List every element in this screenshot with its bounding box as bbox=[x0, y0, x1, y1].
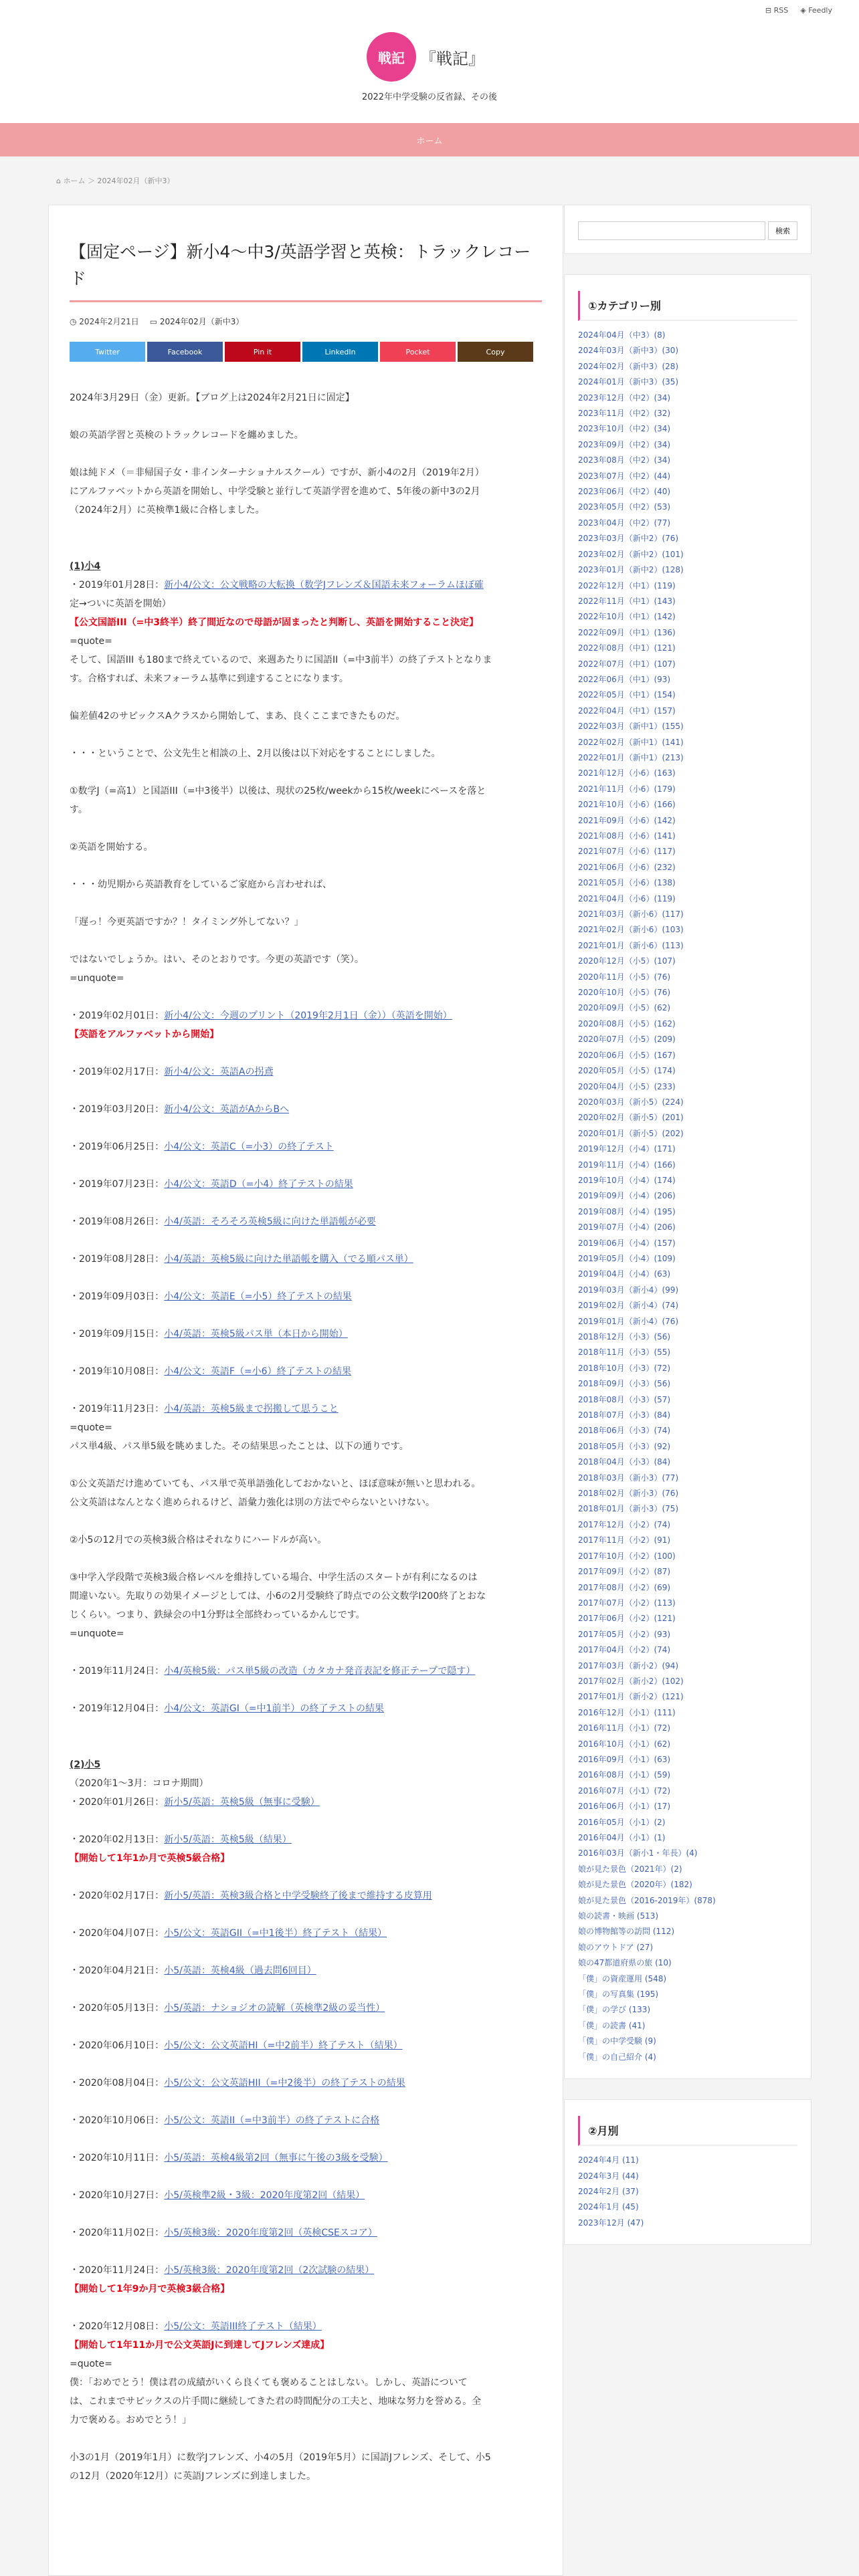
top-utility-bar bbox=[0, 0, 859, 20]
post-text-line bbox=[70, 819, 542, 838]
post-link-line[interactable]: ・2020年12月08日：小5/公文：英語III終了テスト（結果） bbox=[70, 2321, 322, 2332]
post-text-line bbox=[70, 2298, 542, 2317]
category-item[interactable]: 2017年10月（小2）(100) bbox=[578, 1551, 676, 1561]
post-text-line: 僕：「おめでとう！僕は君の成績がいくら良くても褒めることはしない。しかし、英語について bbox=[70, 2377, 468, 2388]
share-buttons bbox=[70, 342, 542, 362]
post-text-line: 【開始して1年1か月で英検5級合格】 bbox=[70, 1853, 230, 1864]
monthly-list bbox=[578, 2153, 797, 2231]
category-item[interactable]: 2023年02月（新中2）(101) bbox=[578, 549, 684, 559]
category-item[interactable]: 2022年08月（中1）(121) bbox=[578, 643, 676, 653]
category-item[interactable]: 2021年06月（小6）(232) bbox=[578, 862, 676, 872]
category-item[interactable]: 2020年03月（新小5）(224) bbox=[578, 1097, 684, 1107]
post-text-line bbox=[70, 894, 542, 913]
category-item[interactable]: 2022年11月（中1）(143) bbox=[578, 596, 676, 606]
post-text-line: =quote= bbox=[70, 2359, 112, 2369]
post-link-line[interactable]: ・2020年08月04日：小5/公文：公文英語HII（=中2後半）の終了テストの結果 bbox=[70, 2078, 405, 2088]
search-button[interactable]: 検索 bbox=[768, 221, 797, 240]
post-text-line bbox=[70, 1980, 542, 1999]
monthly-item[interactable]: 2024年3月 (44) bbox=[578, 2171, 639, 2181]
category-item[interactable]: 「僕」の写真集 (195) bbox=[578, 1990, 659, 2000]
post-text-line: にアルファベットから英語を開始し、中学受験と並行して英語学習を進めて、5年後の新中3の2月 bbox=[70, 486, 480, 497]
category-item[interactable]: 2020年04月（小5）(233) bbox=[578, 1081, 676, 1091]
post-text-line: パス単4級、パス単5級を眺めました。その結果思ったことは、以下の通りです。 bbox=[70, 1441, 409, 1452]
category-item[interactable]: 2022年12月（中1）(119) bbox=[578, 580, 676, 591]
post-text-line: 【開始して1年11か月で公文英語Jに到達してJフレンズ達成】 bbox=[70, 2340, 330, 2351]
category-item[interactable]: 2021年01月（新小6）(113) bbox=[578, 940, 684, 950]
post-link-line[interactable]: ・2020年10月11日：小5/英語：英検4級第2回（無事に午後の3級を受験） bbox=[70, 2153, 388, 2163]
category-item[interactable]: 2023年07月（中2）(44) bbox=[578, 471, 671, 481]
post-text-line bbox=[70, 1868, 542, 1887]
category-item[interactable]: 2021年03月（新小6）(117) bbox=[578, 909, 684, 920]
post-text-line bbox=[70, 2018, 542, 2036]
post-text-line bbox=[70, 1812, 542, 1830]
category-item[interactable]: 2016年06月（小1）(17) bbox=[578, 1802, 671, 1812]
post-text-line bbox=[70, 1269, 542, 1287]
post-text-line: 定→ついに英語を開始） bbox=[70, 599, 171, 609]
article-main bbox=[48, 205, 563, 2576]
post-text-line: 2024年3月29日（金）更新。【ブログ上は2024年2月21日に固定】 bbox=[70, 393, 355, 403]
category-item[interactable]: 2022年09月（中1）(136) bbox=[578, 627, 676, 637]
post-text-line: (2)小5 bbox=[70, 1759, 101, 1770]
search-widget bbox=[564, 205, 812, 254]
post-text-line bbox=[70, 1681, 542, 1699]
category-item[interactable]: 2019年01月（新小4）(76) bbox=[578, 1316, 679, 1326]
category-item[interactable]: 2023年09月（中2）(34) bbox=[578, 439, 671, 449]
category-item[interactable]: 2020年11月（小5）(76) bbox=[578, 972, 671, 982]
category-item[interactable]: 2019年04月（小4）(63) bbox=[578, 1269, 671, 1279]
post-text-line: 「遅っ！今更英語ですか？！タイミング外してない？」 bbox=[70, 917, 304, 928]
category-item[interactable]: 2024年04月（中3）(8) bbox=[578, 330, 666, 340]
post-text-line bbox=[70, 932, 542, 950]
category-item[interactable]: 2020年02月（新小5）(201) bbox=[578, 1113, 684, 1123]
post-text-line: 【公文国語III（=中3終半）終了間近なので母語が固まったと判断し、英語を開始すること決定】 bbox=[70, 617, 479, 628]
category-item[interactable]: 2022年02月（新中1）(141) bbox=[578, 737, 684, 747]
post-link-line[interactable]: ・2020年02月17日：新小5/英語：英検3級合格と中学受験終了後まで維持する皮算用 bbox=[70, 1891, 432, 1901]
category-item[interactable]: 2024年01月（新中3）(35) bbox=[578, 377, 679, 387]
category-item[interactable]: 2023年03月（新中2）(76) bbox=[578, 534, 679, 544]
post-text-line bbox=[70, 1231, 542, 1250]
post-text-line: じくらい。つまり、鉄緑会の中1分野は全部終わっているかんじです。 bbox=[70, 1610, 365, 1620]
category-item[interactable]: 2021年11月（小6）(179) bbox=[578, 784, 676, 794]
category-item[interactable]: 「僕」の資産運用 (548) bbox=[578, 1973, 667, 1983]
post-text-line bbox=[70, 1456, 542, 1475]
sidebar bbox=[564, 205, 812, 2265]
post-text-line bbox=[70, 2205, 542, 2224]
post-date: ◷ 2024年2月21日 bbox=[70, 317, 139, 326]
category-item[interactable]: 2016年09月（小1）(63) bbox=[578, 1754, 671, 1764]
post-text-line: ②小5の12月での英検3級合格はそれなりにハードルが高い。 bbox=[70, 1535, 327, 1545]
monthly-item[interactable]: 2024年4月 (11) bbox=[578, 2155, 639, 2165]
category-item[interactable]: 2019年03月（新小4）(99) bbox=[578, 1285, 679, 1295]
post-link-line[interactable]: ・2020年04月07日：小5/公文：英語GII（=中1後半）終了テスト（結果） bbox=[70, 1928, 387, 1939]
post-text-line: 公文英語はなんとなく進められるけど、語彙力強化は別の方法でやらないといけない。 bbox=[70, 1497, 435, 1508]
post-meta bbox=[70, 316, 542, 327]
post-link-line[interactable]: ・2019年06月25日：小4/公文：英語C（=小3）の終了テスト bbox=[70, 1142, 334, 1152]
category-item[interactable]: 2017年08月（小2）(69) bbox=[578, 1582, 671, 1592]
category-item[interactable]: 2016年05月（小1）(2) bbox=[578, 1817, 666, 1827]
share-linkedin-button[interactable]: LinkedIn bbox=[302, 342, 378, 362]
post-text-line: す。 bbox=[70, 804, 88, 815]
category-item[interactable]: 2022年05月（中1）(154) bbox=[578, 690, 676, 700]
post-text-line bbox=[70, 1381, 542, 1400]
category-item[interactable]: 2016年12月（小1）(111) bbox=[578, 1707, 676, 1717]
share-twitter-button[interactable]: Twitter bbox=[70, 342, 145, 362]
category-item[interactable]: 2018年08月（小3）(57) bbox=[578, 1394, 671, 1404]
post-text-line bbox=[70, 1943, 542, 1961]
category-item[interactable]: 2019年05月（小4）(109) bbox=[578, 1253, 676, 1263]
post-text-line: ではないでしょうか。はい、そのとおりです。今更の英語です（笑）。 bbox=[70, 954, 364, 965]
category-item[interactable]: 2022年04月（中1）(157) bbox=[578, 706, 676, 716]
category-item[interactable]: 2019年07月（小4）(206) bbox=[578, 1222, 676, 1232]
category-item[interactable]: 2018年03月（新小3）(77) bbox=[578, 1473, 679, 1483]
category-item[interactable]: 2024年02月（新中3）(28) bbox=[578, 361, 679, 371]
post-text-line bbox=[70, 1344, 542, 1362]
category-widget-title: ①カテゴリー別 bbox=[578, 291, 797, 321]
post-text-line: ①数学J（=高1）と国語III（=中3後半）以後は、現状の25枚/weekから15枚/weekにペースを落と bbox=[70, 786, 486, 796]
share-pinterest-button[interactable]: Pin it bbox=[225, 342, 300, 362]
post-text-line: =unquote= bbox=[70, 973, 124, 984]
post-text-line: 小3の1月（2019年1月）に数学Jフレンズ、小4の5月（2019年5月）に国語Jフレンズ、そして、小5 bbox=[70, 2452, 491, 2463]
post-text-line: 娘の英語学習と英検のトラックレコードを纏めました。 bbox=[70, 430, 304, 441]
post-date-text: 2024年2月21日 bbox=[79, 317, 139, 326]
post-link-line[interactable]: ・2020年05月13日：小5/英語：ナショジオの読解（英検準2級の妥当性） bbox=[70, 2003, 385, 2014]
category-item[interactable]: 2017年12月（小2）(74) bbox=[578, 1519, 671, 1529]
post-link-line[interactable]: ・2020年10月27日：小5/英検準2級・3級：2020年度第2回（結果） bbox=[70, 2190, 365, 2201]
category-item[interactable]: 2023年01月（新中2）(128) bbox=[578, 565, 684, 575]
monthly-widget bbox=[564, 2099, 812, 2245]
category-item[interactable]: 2018年07月（小3）(84) bbox=[578, 1410, 671, 1420]
category-item[interactable]: 2021年07月（小6）(117) bbox=[578, 847, 676, 857]
breadcrumb[interactable]: ⌂ ホーム ＞ 2024年02月（新中3） bbox=[56, 177, 175, 185]
category-item[interactable]: 2020年07月（小5）(209) bbox=[578, 1035, 676, 1045]
category-item[interactable]: 2018年12月（小3）(56) bbox=[578, 1332, 671, 1341]
category-item[interactable]: 娘が見た景色（2016-2019年）(878) bbox=[578, 1895, 716, 1905]
category-item[interactable]: 2017年11月（小2）(91) bbox=[578, 1535, 671, 1545]
post-text-line bbox=[70, 445, 542, 463]
monthly-item[interactable]: 2024年2月 (37) bbox=[578, 2186, 639, 2196]
category-item[interactable]: 「僕」の学び (133) bbox=[578, 2005, 651, 2015]
post-link-line[interactable]: ・2019年01月28日：新小4/公文：公文戦略の大転換（数学Jフレンズ＆国語未来フォーラムほぼ確 bbox=[70, 580, 484, 591]
post-link-line[interactable]: ・2019年07月23日：小4/公文：英語D（=小4）終了テストの結果 bbox=[70, 1179, 353, 1190]
post-text-line: ②英語を開始する。 bbox=[70, 842, 153, 853]
post-link-line[interactable]: ・2020年11月24日：小5/英検3級：2020年度第2回（2次試験の結果） bbox=[70, 2265, 375, 2276]
post-link-line[interactable]: ・2020年01月26日：新小5/英語：英検5級（無事に受験） bbox=[70, 1797, 320, 1808]
post-text-line: =quote= bbox=[70, 1422, 112, 1433]
post-text-line bbox=[70, 1156, 542, 1175]
category-item[interactable]: 娘の読書・映画 (513) bbox=[578, 1911, 659, 1921]
post-text-line bbox=[70, 1643, 542, 1662]
category-item[interactable]: 2016年10月（小1）(62) bbox=[578, 1739, 671, 1749]
post-text-line bbox=[70, 1549, 542, 1568]
post-text-line bbox=[70, 2055, 542, 2074]
category-item[interactable]: 娘の47都道府県の旅 (10) bbox=[578, 1958, 672, 1968]
category-item[interactable]: 2017年07月（小2）(113) bbox=[578, 1598, 676, 1608]
post-text-line bbox=[70, 2130, 542, 2149]
post-text-line: 力で褒める。おめでとう！」 bbox=[70, 2415, 191, 2426]
category-item[interactable]: 2019年08月（小4）(195) bbox=[578, 1206, 676, 1216]
category-item[interactable]: 2022年01月（新中1）(213) bbox=[578, 752, 684, 762]
category-item[interactable]: 2023年06月（中2）(40) bbox=[578, 487, 671, 497]
post-text-line: (1)小4 bbox=[70, 561, 101, 572]
post-link-line[interactable]: ・2020年02月13日：新小5/英語：英検5級（結果） bbox=[70, 1834, 292, 1845]
category-item[interactable]: 2016年07月（小1）(72) bbox=[578, 1786, 671, 1796]
post-text-line bbox=[70, 1718, 542, 1737]
post-text-line: 【英語をアルファベットから開始】 bbox=[70, 1029, 219, 1040]
category-widget bbox=[564, 274, 812, 2079]
post-text-line bbox=[70, 1044, 542, 1063]
post-link-line[interactable]: ・2019年09月03日：小4/公文：英語E（=小5）終了テストの結果 bbox=[70, 1291, 352, 1302]
category-item[interactable]: 2023年05月（中2）(53) bbox=[578, 502, 671, 512]
category-item[interactable]: 2022年07月（中1）(107) bbox=[578, 659, 676, 669]
post-link-line[interactable]: ・2019年11月24日：小4/英検5級：パス単5級の改造（カタカナ発音表記を修正テープで隠す） bbox=[70, 1666, 476, 1677]
post-text-line bbox=[70, 1081, 542, 1100]
category-item[interactable]: 2018年01月（新小3）(75) bbox=[578, 1504, 679, 1514]
category-item[interactable]: 2017年05月（小2）(93) bbox=[578, 1629, 671, 1639]
post-text-line bbox=[70, 2092, 542, 2111]
category-item[interactable]: 2018年04月（小3）(84) bbox=[578, 1457, 671, 1467]
post-text-line: の12月（2020年12月）に英語Jフレンズに到達しました。 bbox=[70, 2471, 316, 2482]
category-item[interactable]: 2019年10月（小4）(174) bbox=[578, 1175, 676, 1185]
category-item[interactable]: 娘のアウトドア (27) bbox=[578, 1942, 654, 1952]
monthly-item[interactable]: 2024年1月 (45) bbox=[578, 2202, 639, 2212]
post-link-line[interactable]: ・2019年03月20日：新小4/公文：英語がAからBへ bbox=[70, 1104, 290, 1115]
category-item[interactable]: 2023年10月（中2）(34) bbox=[578, 424, 671, 434]
post-link-line[interactable]: ・・・幼児期から英語教育をしているご家庭から言わせれば、 bbox=[70, 879, 332, 890]
post-text-line bbox=[70, 1194, 542, 1212]
category-item[interactable]: 「僕」の自己紹介 (4) bbox=[578, 2052, 656, 2062]
post-text-line: す。合格すれば、未来フォーラム基準に到達することになります。 bbox=[70, 673, 349, 684]
rss-label: RSS bbox=[773, 5, 789, 15]
category-list bbox=[578, 328, 797, 2065]
category-item[interactable]: 2016年04月（小1）(1) bbox=[578, 1833, 666, 1842]
category-item[interactable]: 2023年04月（中2）(77) bbox=[578, 518, 671, 528]
post-text-line bbox=[70, 2430, 542, 2448]
category-item[interactable]: 2019年11月（小4）(166) bbox=[578, 1160, 676, 1170]
category-item[interactable]: 2022年06月（中1）(93) bbox=[578, 674, 671, 684]
category-item[interactable]: 2021年05月（小6）(138) bbox=[578, 878, 676, 888]
share-copy-button[interactable]: Copy bbox=[458, 342, 533, 362]
category-item[interactable]: 2018年10月（小3）(72) bbox=[578, 1363, 671, 1373]
category-item[interactable]: 2017年03月（新小2）(94) bbox=[578, 1660, 679, 1671]
post-text-line bbox=[70, 2167, 542, 2186]
post-link-line[interactable]: ・2019年02月17日：新小4/公文：英語Aの拐鳶 bbox=[70, 1067, 274, 1077]
rss-link[interactable]: ⊟ RSS bbox=[765, 5, 789, 15]
category-item[interactable]: 2016年03月（新小1・年長）(4) bbox=[578, 1848, 698, 1858]
post-link-line[interactable]: ・2019年12月04日：小4/公文：英語GI（=中1前半）の終了テストの結果 bbox=[70, 1703, 384, 1714]
post-text-line bbox=[70, 857, 542, 875]
post-link-line[interactable]: ・2020年11月02日：小5/英検3級：2020年度第2回（英検CSEスコア） bbox=[70, 2228, 377, 2238]
post-text-line bbox=[70, 2242, 542, 2261]
post-link-line[interactable]: ・2019年11月23日：小4/英語：英検5級まで拐搬して思うこと bbox=[70, 1404, 339, 1414]
category-item[interactable]: 2016年11月（小1）(72) bbox=[578, 1723, 671, 1733]
post-link-line[interactable]: ・2019年09月15日：小4/英語：英検5級パス単（本日から開始） bbox=[70, 1329, 348, 1339]
post-text-line: ③中学入学段階で英検3級合格レベルを維持している場合、中学生活のスタートが有利になるのは bbox=[70, 1572, 478, 1583]
category-item[interactable]: 2019年12月（小4）(171) bbox=[578, 1144, 676, 1154]
logo-emblem: 戦記 bbox=[367, 32, 416, 82]
category-item[interactable]: 2020年06月（小5）(167) bbox=[578, 1050, 676, 1060]
category-item[interactable]: 2020年10月（小5）(76) bbox=[578, 988, 671, 998]
feedly-label: Feedly bbox=[808, 5, 832, 15]
category-item[interactable]: 2018年11月（小3）(55) bbox=[578, 1348, 671, 1358]
post-text-line bbox=[70, 538, 542, 557]
category-item[interactable]: 2020年09月（小5）(62) bbox=[578, 1003, 671, 1013]
post-text-line bbox=[70, 1306, 542, 1325]
category-item[interactable]: 2021年10月（小6）(166) bbox=[578, 800, 676, 810]
category-item[interactable]: 2020年08月（小5）(162) bbox=[578, 1018, 676, 1029]
post-text-line: そして、国語III も180まで終えているので、来週あたりに国語II（=中3前半）の終了テストとなりま bbox=[70, 655, 492, 665]
category-item[interactable]: 2018年02月（新小3）(76) bbox=[578, 1489, 679, 1499]
post-link-line[interactable]: ・2020年10月06日：小5/公文：英語II（=中3前半）の終了テストに合格 bbox=[70, 2115, 380, 2126]
nav-home[interactable]: ホーム bbox=[416, 136, 443, 146]
post-text-line bbox=[70, 520, 542, 538]
post-text-line: 間違いない。先取りの効果イメージとしては、小6の2月受験終了時点での公文数学I200終了とおな bbox=[70, 1591, 486, 1602]
post-category-link[interactable]: 2024年02月（新中3） bbox=[159, 317, 244, 326]
category-item[interactable]: 娘の博物館等の訪問 (112) bbox=[578, 1927, 675, 1937]
category-item[interactable]: 2017年06月（小2）(121) bbox=[578, 1614, 676, 1624]
share-facebook-button[interactable]: Facebook bbox=[147, 342, 223, 362]
category-item[interactable]: 2017年01月（新小2）(121) bbox=[578, 1692, 684, 1702]
post-text-line bbox=[70, 988, 542, 1006]
post-text-line bbox=[70, 1512, 542, 1531]
category-item[interactable]: 2021年08月（小6）(141) bbox=[578, 831, 676, 841]
post-text-line bbox=[70, 1905, 542, 1924]
post-text-line: =unquote= bbox=[70, 1628, 124, 1639]
category-item[interactable]: 2022年03月（新中1）(155) bbox=[578, 722, 684, 732]
post-text-line: （2020年1〜3月：コロナ期間） bbox=[70, 1778, 209, 1789]
category-item[interactable]: 2021年09月（小6）(142) bbox=[578, 815, 676, 825]
site-title[interactable]: 『戦記』 bbox=[420, 49, 484, 68]
category-item[interactable]: 2020年12月（小5）(107) bbox=[578, 956, 676, 966]
post-text-line: =quote= bbox=[70, 636, 112, 647]
post-link-line[interactable]: ・2019年10月08日：小4/公文：英語F（=小6）終了テストの結果 bbox=[70, 1366, 352, 1377]
site-tagline: 2022年中学受験の反省録、その後 bbox=[361, 92, 498, 102]
global-nav bbox=[0, 123, 859, 156]
category-item[interactable]: 2019年09月（小4）(206) bbox=[578, 1191, 676, 1201]
post-text-line: ①公文英語だけ進めていても、パス単で英単語強化しておかないと、ほぼ意味が無いと思われる。 bbox=[70, 1479, 481, 1489]
post-text-line bbox=[70, 688, 542, 707]
post-text-line bbox=[70, 1119, 542, 1138]
monthly-item[interactable]: 2023年12月 (47) bbox=[578, 2218, 644, 2228]
category-item[interactable]: 2019年02月（新小4）(74) bbox=[578, 1301, 679, 1311]
category-item[interactable]: 2017年09月（小2）(87) bbox=[578, 1567, 671, 1577]
post-text-line bbox=[70, 1737, 542, 1755]
site-header bbox=[0, 20, 859, 123]
category-item[interactable]: 2018年05月（小3）(92) bbox=[578, 1441, 671, 1451]
post-text-line: （2024年2月）に英検準1級に合格しました。 bbox=[70, 505, 265, 516]
category-item[interactable]: 2018年09月（小3）(56) bbox=[578, 1379, 671, 1389]
site-logo[interactable] bbox=[367, 32, 484, 82]
post-text-line: 偏差値42のサピックスAクラスから開始して、まあ、良くここまできたものだ。 bbox=[70, 711, 405, 722]
search-input[interactable] bbox=[578, 221, 765, 240]
post-link-line[interactable]: ・2020年06月10日：小5/公文：公文英語HI（=中2前半）終了テスト（結果） bbox=[70, 2040, 403, 2051]
post-text-line bbox=[70, 726, 542, 744]
category-item[interactable]: 2021年12月（小6）(163) bbox=[578, 768, 676, 778]
category-item[interactable]: 2023年12月（中2）(34) bbox=[578, 393, 671, 403]
category-item[interactable]: 2017年04月（小2）(74) bbox=[578, 1645, 671, 1655]
category-item[interactable]: 2023年11月（中2）(32) bbox=[578, 409, 671, 419]
post-text-line bbox=[70, 407, 542, 426]
share-pocket-button[interactable]: Pocket bbox=[380, 342, 456, 362]
category-item[interactable]: 2020年05月（小5）(174) bbox=[578, 1066, 676, 1076]
category-item[interactable]: 「僕」の読書 (41) bbox=[578, 2020, 646, 2030]
category-item[interactable]: 2020年01月（新小5）(202) bbox=[578, 1128, 684, 1138]
post-title: 【固定ページ】新小4〜中3/英語学習と英検：トラックレコード bbox=[70, 239, 542, 302]
category-item[interactable]: 2018年06月（小3）(74) bbox=[578, 1426, 671, 1436]
category-item[interactable]: 娘が見た景色（2021年）(2) bbox=[578, 1864, 682, 1874]
category-item[interactable]: 2017年02月（新小2）(102) bbox=[578, 1676, 684, 1686]
category-item[interactable]: 2023年08月（中2）(34) bbox=[578, 455, 671, 465]
post-content bbox=[70, 389, 542, 2486]
monthly-widget-title: ②月別 bbox=[578, 2116, 797, 2146]
category-item[interactable]: 2024年03月（新中3）(30) bbox=[578, 346, 679, 356]
category-item[interactable]: 「僕」の中学受験 (9) bbox=[578, 2036, 656, 2046]
category-item[interactable]: 2021年04月（小6）(119) bbox=[578, 893, 676, 903]
category-item[interactable]: 2021年02月（新小6）(103) bbox=[578, 925, 684, 935]
post-text-line: 【開始して1年9か月で英検3級合格】 bbox=[70, 2284, 230, 2294]
category-item[interactable]: 2016年08月（小1）(59) bbox=[578, 1770, 671, 1780]
post-link-line[interactable]: ・2019年02月01日：新小4/公文：今週のプリント（2019年2月1日（金））（英語を開始） bbox=[70, 1010, 452, 1021]
post-text-line: 娘は純ドメ（＝非帰国子女・非インターナショナルスクール）ですが、新小4の2月（2019年2月） bbox=[70, 467, 484, 478]
category-item[interactable]: 2022年10月（中1）(142) bbox=[578, 612, 676, 622]
post-link-line[interactable]: ・2020年04月21日：小5/英語：英検4級（過去問6回目） bbox=[70, 1965, 316, 1976]
category-item[interactable]: 2019年06月（小4）(157) bbox=[578, 1238, 676, 1248]
feedly-link[interactable]: ◈ Feedly bbox=[800, 5, 832, 15]
post-text-line bbox=[70, 763, 542, 782]
post-category[interactable]: ▭ 2024年02月（新中3） bbox=[149, 317, 244, 326]
post-text-line: は、これまでサピックスの片手間に継続してきた君の時間配分の工夫と、地味な努力を誉める。全 bbox=[70, 2396, 482, 2407]
post-link-line[interactable]: ・・・ということで、公文先生と相談の上、2月以後は以下対応をすることにしました。 bbox=[70, 748, 441, 759]
category-item[interactable]: 娘が見た景色（2020年）(182) bbox=[578, 1880, 692, 1890]
post-link-line[interactable]: ・2019年08月26日：小4/英語：そろそろ英検5級に向けた単語帳が必要 bbox=[70, 1216, 376, 1227]
post-link-line[interactable]: ・2019年08月28日：小4/英語：英検5級に向けた単語帳を購入（でる順パス単） bbox=[70, 1254, 413, 1265]
